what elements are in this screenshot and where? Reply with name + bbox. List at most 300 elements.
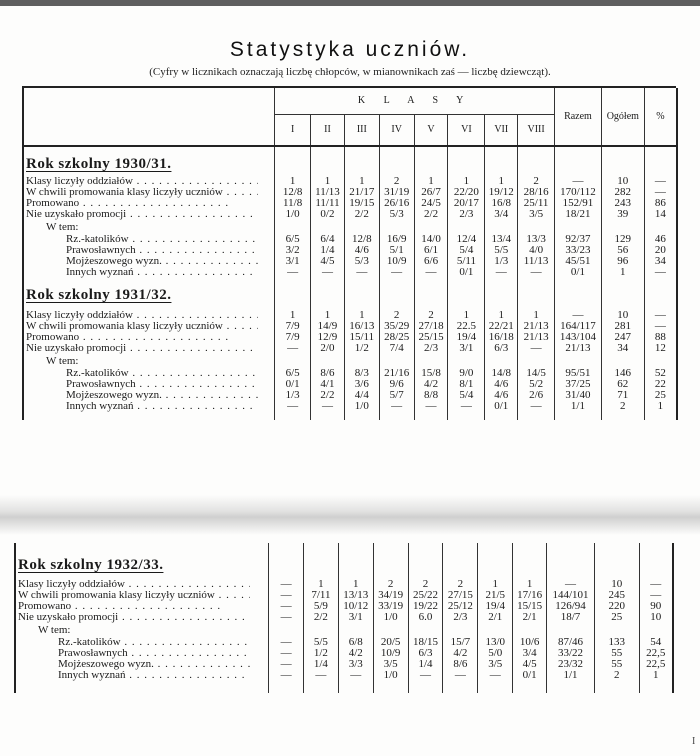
class-cell: 4/5 bbox=[311, 256, 345, 267]
blank-cell bbox=[311, 154, 345, 176]
section-title: Rok szkolny 1932/33. bbox=[18, 557, 164, 573]
class-cell: 28/25 bbox=[379, 332, 414, 343]
class-cell: 3/4 bbox=[513, 648, 547, 659]
spacer-cell bbox=[414, 412, 448, 420]
row-label-wrap bbox=[58, 648, 250, 659]
blank-cell bbox=[448, 354, 485, 368]
class-header-1: I bbox=[275, 114, 311, 146]
row-label-text: Prawosławnych . . . bbox=[66, 245, 258, 256]
row-label bbox=[23, 379, 275, 390]
class-cell: — bbox=[344, 267, 379, 278]
row-label-wrap bbox=[58, 670, 250, 681]
blank-cell bbox=[303, 553, 338, 579]
class-cell: 18/15 bbox=[408, 637, 443, 648]
w-tem-label: W tem: bbox=[15, 623, 269, 637]
class-cell: 10/6 bbox=[513, 637, 547, 648]
percent-cell: 52 bbox=[644, 368, 677, 379]
blank-cell bbox=[518, 154, 555, 176]
class-cell: 14/0 bbox=[414, 234, 448, 245]
class-cell: 25/22 bbox=[408, 590, 443, 601]
row-label-text: Innych wyznań . . . bbox=[66, 401, 258, 412]
spacer-cell bbox=[269, 543, 304, 553]
row-label-text: Prawosławnych . . . bbox=[66, 379, 258, 390]
row-label bbox=[23, 343, 275, 354]
row-label-text: Nie uzyskało promocji . . . bbox=[18, 612, 250, 623]
row-label-text: Klasy liczyły oddziałów . . . bbox=[18, 579, 250, 590]
row-label bbox=[23, 332, 275, 343]
class-cell: — bbox=[269, 612, 304, 623]
class-cell: 1/2 bbox=[303, 648, 338, 659]
ogolem-cell: 96 bbox=[601, 256, 644, 267]
class-cell: — bbox=[518, 343, 555, 354]
class-cell: — bbox=[338, 670, 373, 681]
spacer-row bbox=[23, 412, 677, 420]
row-label bbox=[23, 368, 275, 379]
class-cell: 12/8 bbox=[275, 187, 311, 198]
blank-cell bbox=[448, 154, 485, 176]
page-fold-shadow bbox=[0, 495, 700, 535]
ogolem-cell: 62 bbox=[601, 379, 644, 390]
spacer-cell bbox=[547, 681, 595, 693]
class-cell: 4/6 bbox=[344, 245, 379, 256]
class-cell: 15/8 bbox=[414, 368, 448, 379]
spacer-cell bbox=[344, 412, 379, 420]
row-label-wrap bbox=[18, 601, 250, 612]
class-cell: — bbox=[269, 579, 304, 590]
row-label-text: Mojżeszowego wyzn. . . . bbox=[58, 659, 250, 670]
row-label-wrap bbox=[18, 590, 250, 601]
razem-cell: — bbox=[547, 579, 595, 590]
blank-cell bbox=[311, 220, 345, 234]
row-label bbox=[15, 670, 269, 681]
blank-cell bbox=[379, 220, 414, 234]
spacer-cell bbox=[601, 146, 644, 154]
class-cell: — bbox=[414, 401, 448, 412]
class-cell: 16/18 bbox=[485, 332, 518, 343]
blank-cell bbox=[344, 354, 379, 368]
percent-cell: 1 bbox=[639, 670, 673, 681]
ogolem-cell: 34 bbox=[601, 343, 644, 354]
section-title-cell bbox=[23, 282, 275, 310]
class-cell: — bbox=[269, 659, 304, 670]
percent-cell: 20 bbox=[644, 245, 677, 256]
class-cell: 3/1 bbox=[448, 343, 485, 354]
class-cell: 13/3 bbox=[518, 234, 555, 245]
class-cell: 33/19 bbox=[373, 601, 408, 612]
class-cell: 4/6 bbox=[485, 390, 518, 401]
class-cell: 1/0 bbox=[373, 612, 408, 623]
spacer-cell bbox=[601, 412, 644, 420]
percent-cell: 14 bbox=[644, 209, 677, 220]
row-label-text: Prawosławnych . . . bbox=[58, 648, 250, 659]
class-cell: 1 bbox=[448, 310, 485, 321]
ogolem-cell: 133 bbox=[594, 637, 639, 648]
blank-cell bbox=[379, 282, 414, 310]
blank-cell bbox=[518, 282, 555, 310]
razem-cell: 164/117 bbox=[555, 321, 602, 332]
class-cell: 1 bbox=[338, 579, 373, 590]
class-cell: 3/5 bbox=[373, 659, 408, 670]
row-label-text: Nie uzyskało promocji . . . bbox=[26, 209, 258, 220]
blank-cell bbox=[443, 553, 478, 579]
class-cell: 15/15 bbox=[513, 601, 547, 612]
class-cell: 5/5 bbox=[303, 637, 338, 648]
blank-cell bbox=[344, 220, 379, 234]
class-cell: — bbox=[269, 637, 304, 648]
spacer-cell bbox=[15, 543, 269, 553]
spacer-cell bbox=[644, 146, 677, 154]
class-cell: 12/9 bbox=[311, 332, 345, 343]
class-cell: 9/6 bbox=[379, 379, 414, 390]
spacer-cell bbox=[15, 681, 269, 693]
blank-cell bbox=[373, 553, 408, 579]
blank-cell bbox=[373, 623, 408, 637]
class-cell: 1 bbox=[478, 579, 513, 590]
blank-cell bbox=[311, 354, 345, 368]
spacer-cell bbox=[379, 146, 414, 154]
razem-cell: 95/51 bbox=[555, 368, 602, 379]
class-cell: 6/3 bbox=[485, 343, 518, 354]
blank-cell bbox=[408, 553, 443, 579]
percent-cell: 10 bbox=[639, 612, 673, 623]
spacer-cell bbox=[518, 412, 555, 420]
spacer-cell bbox=[448, 146, 485, 154]
class-cell: 31/19 bbox=[379, 187, 414, 198]
blank-cell bbox=[414, 154, 448, 176]
class-cell: — bbox=[448, 401, 485, 412]
blank-cell bbox=[644, 354, 677, 368]
row-label bbox=[15, 637, 269, 648]
razem-cell: 33/22 bbox=[547, 648, 595, 659]
class-cell: 15/7 bbox=[443, 637, 478, 648]
row-label-wrap bbox=[66, 390, 258, 401]
blank-cell bbox=[601, 282, 644, 310]
row-label bbox=[23, 401, 275, 412]
blank-cell bbox=[485, 220, 518, 234]
ogolem-cell: 55 bbox=[594, 659, 639, 670]
class-cell: 0/2 bbox=[311, 209, 345, 220]
class-cell: 1 bbox=[513, 579, 547, 590]
percent-cell: 25 bbox=[644, 390, 677, 401]
section-title-row bbox=[23, 154, 677, 176]
class-cell: 1 bbox=[485, 310, 518, 321]
class-cell: 2 bbox=[379, 176, 414, 187]
class-cell: 19/12 bbox=[485, 187, 518, 198]
blank-cell bbox=[448, 220, 485, 234]
row-label-wrap bbox=[26, 343, 258, 354]
class-cell: 4/5 bbox=[513, 659, 547, 670]
spacer-cell bbox=[269, 681, 304, 693]
class-cell: 1/0 bbox=[373, 670, 408, 681]
class-cell: 21/16 bbox=[379, 368, 414, 379]
ogolem-cell: 1 bbox=[601, 267, 644, 278]
spacer-row bbox=[23, 146, 677, 154]
spacer-cell bbox=[338, 681, 373, 693]
table-row bbox=[15, 670, 673, 681]
percent-cell: 86 bbox=[644, 198, 677, 209]
class-cell: — bbox=[443, 670, 478, 681]
class-cell: 14/9 bbox=[311, 321, 345, 332]
class-cell: — bbox=[275, 343, 311, 354]
class-cell: 3/1 bbox=[275, 256, 311, 267]
ogolem-cell: 281 bbox=[601, 321, 644, 332]
class-cell: 7/4 bbox=[379, 343, 414, 354]
class-cell: 17/16 bbox=[513, 590, 547, 601]
ogolem-header: Ogółem bbox=[601, 88, 644, 146]
row-label-wrap bbox=[66, 245, 258, 256]
row-label bbox=[15, 579, 269, 590]
class-header-7: VII bbox=[485, 114, 518, 146]
spacer-cell bbox=[373, 681, 408, 693]
class-header-8: VIII bbox=[518, 114, 555, 146]
class-cell: 11/13 bbox=[518, 256, 555, 267]
row-label bbox=[15, 612, 269, 623]
blank-cell bbox=[485, 154, 518, 176]
class-cell: 16/13 bbox=[344, 321, 379, 332]
class-cell: 1 bbox=[311, 310, 345, 321]
table-row bbox=[23, 267, 677, 278]
razem-cell: 143/104 bbox=[555, 332, 602, 343]
ogolem-cell: 247 bbox=[601, 332, 644, 343]
class-cell: 15/11 bbox=[344, 332, 379, 343]
class-cell: 3/6 bbox=[344, 379, 379, 390]
class-cell: 4/6 bbox=[485, 379, 518, 390]
class-cell: — bbox=[379, 267, 414, 278]
percent-cell: 90 bbox=[639, 601, 673, 612]
class-cell: 2/1 bbox=[478, 612, 513, 623]
class-cell: 1/4 bbox=[408, 659, 443, 670]
percent-cell: — bbox=[639, 590, 673, 601]
blank-cell bbox=[275, 282, 311, 310]
class-cell: 3/2 bbox=[275, 245, 311, 256]
blank-cell bbox=[344, 154, 379, 176]
class-cell: 5/7 bbox=[379, 390, 414, 401]
ogolem-cell: 71 bbox=[601, 390, 644, 401]
spacer-cell bbox=[379, 412, 414, 420]
class-cell: 5/3 bbox=[379, 209, 414, 220]
class-cell: 19/22 bbox=[408, 601, 443, 612]
row-label bbox=[23, 187, 275, 198]
blank-cell bbox=[414, 282, 448, 310]
section-title-row bbox=[15, 553, 673, 579]
row-label bbox=[23, 390, 275, 401]
blank-cell bbox=[478, 623, 513, 637]
section-title: Rok szkolny 1930/31. bbox=[26, 156, 172, 172]
class-cell: 3/3 bbox=[338, 659, 373, 670]
class-cell: 16/9 bbox=[379, 234, 414, 245]
ogolem-cell: 2 bbox=[594, 670, 639, 681]
class-cell: 27/15 bbox=[443, 590, 478, 601]
razem-cell: — bbox=[555, 310, 602, 321]
spacer-cell bbox=[23, 412, 275, 420]
row-label bbox=[15, 590, 269, 601]
class-cell: 11/11 bbox=[311, 198, 345, 209]
class-cell: 25/11 bbox=[518, 198, 555, 209]
spacer-cell bbox=[311, 146, 345, 154]
row-label-text: Promowano . . . bbox=[26, 332, 229, 343]
razem-cell: 152/91 bbox=[555, 198, 602, 209]
blank-cell bbox=[269, 553, 304, 579]
ogolem-cell: 10 bbox=[594, 579, 639, 590]
row-label-wrap bbox=[66, 234, 258, 245]
razem-cell: 1/1 bbox=[555, 401, 602, 412]
row-label-text: Rz.-katolików . . . bbox=[66, 368, 258, 379]
row-label-wrap bbox=[26, 332, 258, 343]
class-cell: 0/1 bbox=[513, 670, 547, 681]
class-cell: 20/5 bbox=[373, 637, 408, 648]
spacer-cell bbox=[303, 681, 338, 693]
ogolem-cell: 56 bbox=[601, 245, 644, 256]
percent-cell: 46 bbox=[644, 234, 677, 245]
razem-cell: 87/46 bbox=[547, 637, 595, 648]
ogolem-cell: 146 bbox=[601, 368, 644, 379]
class-cell: 10/12 bbox=[338, 601, 373, 612]
class-cell: 1 bbox=[344, 310, 379, 321]
razem-cell: 33/23 bbox=[555, 245, 602, 256]
class-cell: 1/0 bbox=[344, 401, 379, 412]
class-cell: 2/2 bbox=[344, 209, 379, 220]
percent-cell: — bbox=[644, 176, 677, 187]
class-cell: 8/1 bbox=[448, 379, 485, 390]
blank-cell bbox=[485, 282, 518, 310]
spacer-cell bbox=[373, 543, 408, 553]
spacer-cell bbox=[23, 146, 275, 154]
class-cell: 2/2 bbox=[303, 612, 338, 623]
row-label-wrap bbox=[26, 310, 258, 321]
razem-cell: — bbox=[555, 176, 602, 187]
blank-cell bbox=[379, 154, 414, 176]
class-cell: 24/5 bbox=[414, 198, 448, 209]
spacer-cell bbox=[644, 412, 677, 420]
row-label bbox=[23, 321, 275, 332]
razem-cell: 126/94 bbox=[547, 601, 595, 612]
blank-cell bbox=[555, 282, 602, 310]
row-label-wrap bbox=[26, 198, 258, 209]
spacer-cell bbox=[408, 543, 443, 553]
row-label bbox=[15, 601, 269, 612]
class-cell: 5/3 bbox=[344, 256, 379, 267]
class-cell: 22/21 bbox=[485, 321, 518, 332]
row-label-wrap bbox=[58, 637, 250, 648]
row-label bbox=[23, 310, 275, 321]
class-cell: 10/9 bbox=[379, 256, 414, 267]
class-cell: 5/11 bbox=[448, 256, 485, 267]
table-row bbox=[23, 401, 677, 412]
class-cell: 10/9 bbox=[373, 648, 408, 659]
class-cell: 1 bbox=[518, 310, 555, 321]
class-cell: 2/1 bbox=[513, 612, 547, 623]
class-cell: 1 bbox=[414, 176, 448, 187]
class-cell: 1/3 bbox=[275, 390, 311, 401]
ogolem-cell: 55 bbox=[594, 648, 639, 659]
class-cell: 11/8 bbox=[275, 198, 311, 209]
class-cell: 2/2 bbox=[311, 390, 345, 401]
w-tem-row bbox=[23, 354, 677, 368]
class-cell: 6/1 bbox=[414, 245, 448, 256]
row-label bbox=[23, 234, 275, 245]
percent-cell: 22,5 bbox=[639, 659, 673, 670]
blank-cell bbox=[269, 623, 304, 637]
percent-cell: 12 bbox=[644, 343, 677, 354]
class-cell: — bbox=[379, 401, 414, 412]
class-cell: 4/2 bbox=[443, 648, 478, 659]
razem-cell: 31/40 bbox=[555, 390, 602, 401]
blank-cell bbox=[555, 354, 602, 368]
blank-cell bbox=[485, 354, 518, 368]
class-cell: 8/6 bbox=[311, 368, 345, 379]
class-cell: 1 bbox=[485, 176, 518, 187]
class-cell: 4/1 bbox=[311, 379, 345, 390]
percent-cell: — bbox=[644, 321, 677, 332]
row-label-wrap bbox=[18, 612, 250, 623]
class-cell: 6/4 bbox=[311, 234, 345, 245]
razem-cell: 45/51 bbox=[555, 256, 602, 267]
blank-cell bbox=[639, 623, 673, 637]
class-cell: 1 bbox=[303, 579, 338, 590]
spacer-cell bbox=[275, 412, 311, 420]
razem-cell: 1/1 bbox=[547, 670, 595, 681]
class-cell: 0/1 bbox=[448, 267, 485, 278]
blank-cell bbox=[275, 354, 311, 368]
class-cell: 21/5 bbox=[478, 590, 513, 601]
spacer-cell bbox=[408, 681, 443, 693]
blank-cell bbox=[547, 553, 595, 579]
row-label-wrap bbox=[26, 176, 258, 187]
class-cell: 2/0 bbox=[311, 343, 345, 354]
blank-cell bbox=[547, 623, 595, 637]
row-label-wrap bbox=[66, 256, 258, 267]
spacer-cell bbox=[478, 681, 513, 693]
blank-cell bbox=[594, 553, 639, 579]
spacer-cell bbox=[443, 681, 478, 693]
spacer-cell bbox=[485, 412, 518, 420]
class-cell: 2/3 bbox=[414, 343, 448, 354]
spacer-row bbox=[15, 543, 673, 553]
razem-cell: 23/32 bbox=[547, 659, 595, 670]
row-label-wrap bbox=[66, 379, 258, 390]
class-cell: 14/5 bbox=[518, 368, 555, 379]
spacer-cell bbox=[443, 543, 478, 553]
class-cell: 12/4 bbox=[448, 234, 485, 245]
class-cell: 2 bbox=[379, 310, 414, 321]
class-cell: 13/13 bbox=[338, 590, 373, 601]
class-cell: 4/2 bbox=[338, 648, 373, 659]
percent-cell: — bbox=[639, 579, 673, 590]
margin-mark: I bbox=[692, 736, 696, 747]
spacer-cell bbox=[311, 412, 345, 420]
razem-cell: 18/21 bbox=[555, 209, 602, 220]
class-header-4: IV bbox=[379, 114, 414, 146]
row-label-text: Promowano . . . bbox=[26, 198, 229, 209]
class-cell: 1/0 bbox=[275, 209, 311, 220]
class-cell: 21/13 bbox=[518, 332, 555, 343]
blank-cell bbox=[644, 282, 677, 310]
blank-cell bbox=[594, 623, 639, 637]
row-label-wrap bbox=[66, 368, 258, 379]
class-cell: 6.0 bbox=[408, 612, 443, 623]
spacer-cell bbox=[448, 412, 485, 420]
row-label-text: Klasy liczyły oddziałów . . . bbox=[26, 310, 258, 321]
blank-cell bbox=[414, 354, 448, 368]
spacer-cell bbox=[513, 543, 547, 553]
percent-cell: — bbox=[644, 310, 677, 321]
class-cell: 13/4 bbox=[485, 234, 518, 245]
row-label bbox=[23, 209, 275, 220]
percent-header: % bbox=[644, 88, 677, 146]
class-header-2: II bbox=[311, 114, 345, 146]
class-cell: — bbox=[311, 401, 345, 412]
class-cell: 22/20 bbox=[448, 187, 485, 198]
